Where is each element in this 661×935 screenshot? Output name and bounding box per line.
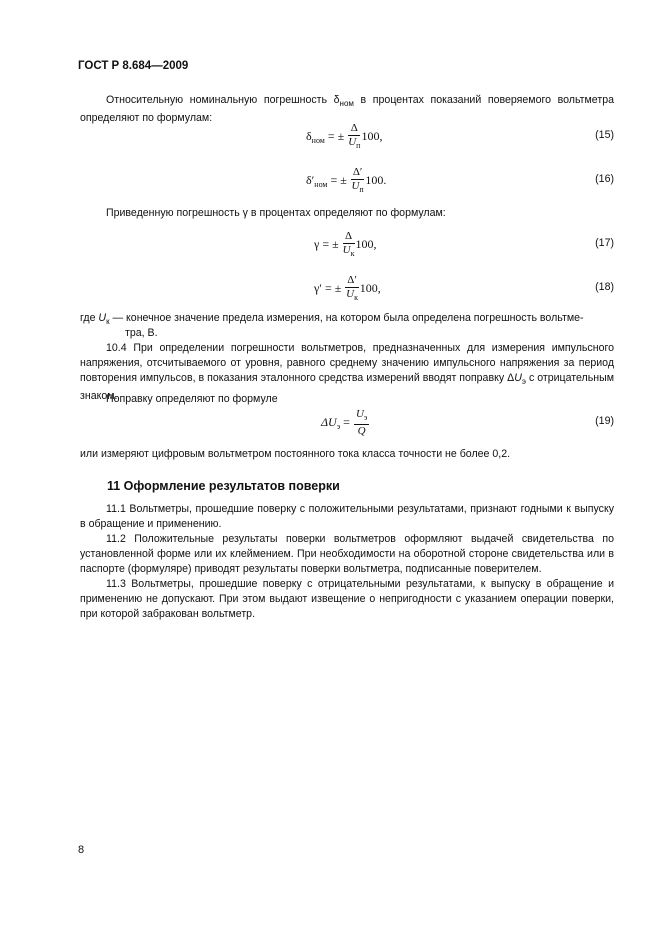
eq16-numerator: Δ′ <box>352 166 363 178</box>
eq19-num-var: U <box>355 408 364 420</box>
equation-15 <box>306 122 382 152</box>
eq15-lhs-sub: ном <box>311 135 325 145</box>
p104-sub: э <box>521 377 526 386</box>
eq19-num-sub: э <box>363 413 368 422</box>
paragraph-11-3: 11.3 Вольтметры, прошедшие поверку с отрицательными результатами, к выпуску в обращение и применению не допускают. При этом выдают извещение о непригодности с указанием операции поверки, при которой забракован вольтметр. <box>80 578 614 620</box>
equation-15-number: (15) <box>595 129 614 141</box>
equation-18 <box>314 274 381 304</box>
eq15-den-var: U <box>348 136 357 148</box>
eq19-rel: = <box>343 414 350 429</box>
p104-text-b: с отрицательным знаком. <box>80 372 615 402</box>
equation-16 <box>306 166 386 196</box>
paragraph-correction: Поправку определяют по формуле <box>106 393 278 405</box>
eq16-fraction <box>351 166 364 196</box>
where-continuation: тра, В. <box>125 327 158 339</box>
eq16-lhs-sub: ном <box>314 179 328 189</box>
eq15-lhs: δ <box>306 128 312 143</box>
eq17-den-sub: к <box>350 249 355 258</box>
eq17-fraction <box>343 230 355 260</box>
intro-text-b: в процентах показаний поверяемого вольтметра определяют по формулам: <box>80 94 614 124</box>
eq15-tail: 100, <box>361 128 383 143</box>
eq15-den-sub: п <box>356 141 361 150</box>
paragraph-reduced: Приведенную погрешность γ в процентах определяют по формулам: <box>106 207 446 219</box>
eq18-denominator <box>345 288 358 304</box>
eq18-lhs: γ′ <box>314 280 322 295</box>
equation-19 <box>321 408 370 438</box>
section-heading: 11 Оформление результатов поверки <box>107 479 340 493</box>
eq19-lhs: ΔU <box>321 414 337 429</box>
eq16-denominator <box>351 180 364 196</box>
eq19-denominator <box>354 425 369 438</box>
eq18-numerator: Δ′ <box>347 274 357 286</box>
eq16-rel: = ± <box>330 172 347 187</box>
where-var: U <box>98 312 107 324</box>
eq17-lhs: γ <box>314 236 320 251</box>
eq18-den-var: U <box>346 288 355 300</box>
eq15-denominator <box>348 136 360 152</box>
paragraph-11-2: 11.2 Положительные результаты поверки вольтметров оформляют выдачей свидетельства по установленной форме или их клеймением. При необходимости на оборотной стороне свидетельства или в паспорте (формуляре) приводят результаты поверки вольтметра, подписанные поверителем. <box>80 533 614 575</box>
eq15-numerator: Δ <box>348 122 360 136</box>
eq16-den-var: U <box>351 180 360 192</box>
eq15-rel: = ± <box>327 128 345 143</box>
paragraph-11-1: 11.1 Вольтметры, прошедшие поверку с положительными результатами, признают годными к выпуску в обращение и применению. <box>80 503 614 530</box>
eq18-tail: 100, <box>359 280 381 295</box>
eq16-tail: 100. <box>365 172 387 187</box>
eq18-rel: = ± <box>324 280 342 295</box>
intro-text-a: Относительную номинальную погрешность δ <box>106 94 340 106</box>
eq17-rel: = ± <box>322 236 339 251</box>
p104-var: U <box>514 372 522 384</box>
page-number: 8 <box>78 844 85 856</box>
eq16-lhs: δ′ <box>306 172 315 187</box>
where-lead: где <box>80 312 99 324</box>
eq18-den-sub: к <box>354 293 358 302</box>
eq19-fraction <box>354 408 369 438</box>
eq17-den-var: U <box>342 244 351 256</box>
eq18-fraction <box>345 274 358 304</box>
paragraph-digital: или измеряют цифровым вольтметром постоянного тока класса точности не более 0,2. <box>80 448 511 460</box>
eq16-den-sub: п <box>359 185 364 194</box>
equation-19-number: (19) <box>595 415 614 427</box>
where-var-sub: к <box>106 317 110 326</box>
eq17-denominator <box>343 244 355 260</box>
equation-16-number: (16) <box>595 173 614 185</box>
p104-text-a: 10.4 При определении погрешности вольтметров, предназначенных для измерения импульсного напряжения, отсчитываемого от уровня, равного среднему значению импульсного напряжения за период повторения импульсов, в показания эталонного средства измерений вводят поправку Δ <box>80 342 614 384</box>
equation-17-number: (17) <box>595 237 614 249</box>
where-text: — конечное значение предела измерения, на котором была определена погрешность вольтме- <box>109 312 584 324</box>
where-clause <box>80 311 614 329</box>
eq17-numerator: Δ <box>343 230 355 244</box>
eq15-fraction <box>348 122 360 152</box>
document-header: ГОСТ Р 8.684—2009 <box>78 60 189 72</box>
intro-subscript: ном <box>339 99 354 108</box>
eq17-tail: 100, <box>355 236 377 251</box>
eq19-lhs-sub: э <box>336 421 341 431</box>
eq19-numerator <box>354 408 369 425</box>
equation-18-number: (18) <box>595 281 614 293</box>
equation-17 <box>314 230 377 260</box>
eq19-den-var: Q <box>357 425 366 437</box>
